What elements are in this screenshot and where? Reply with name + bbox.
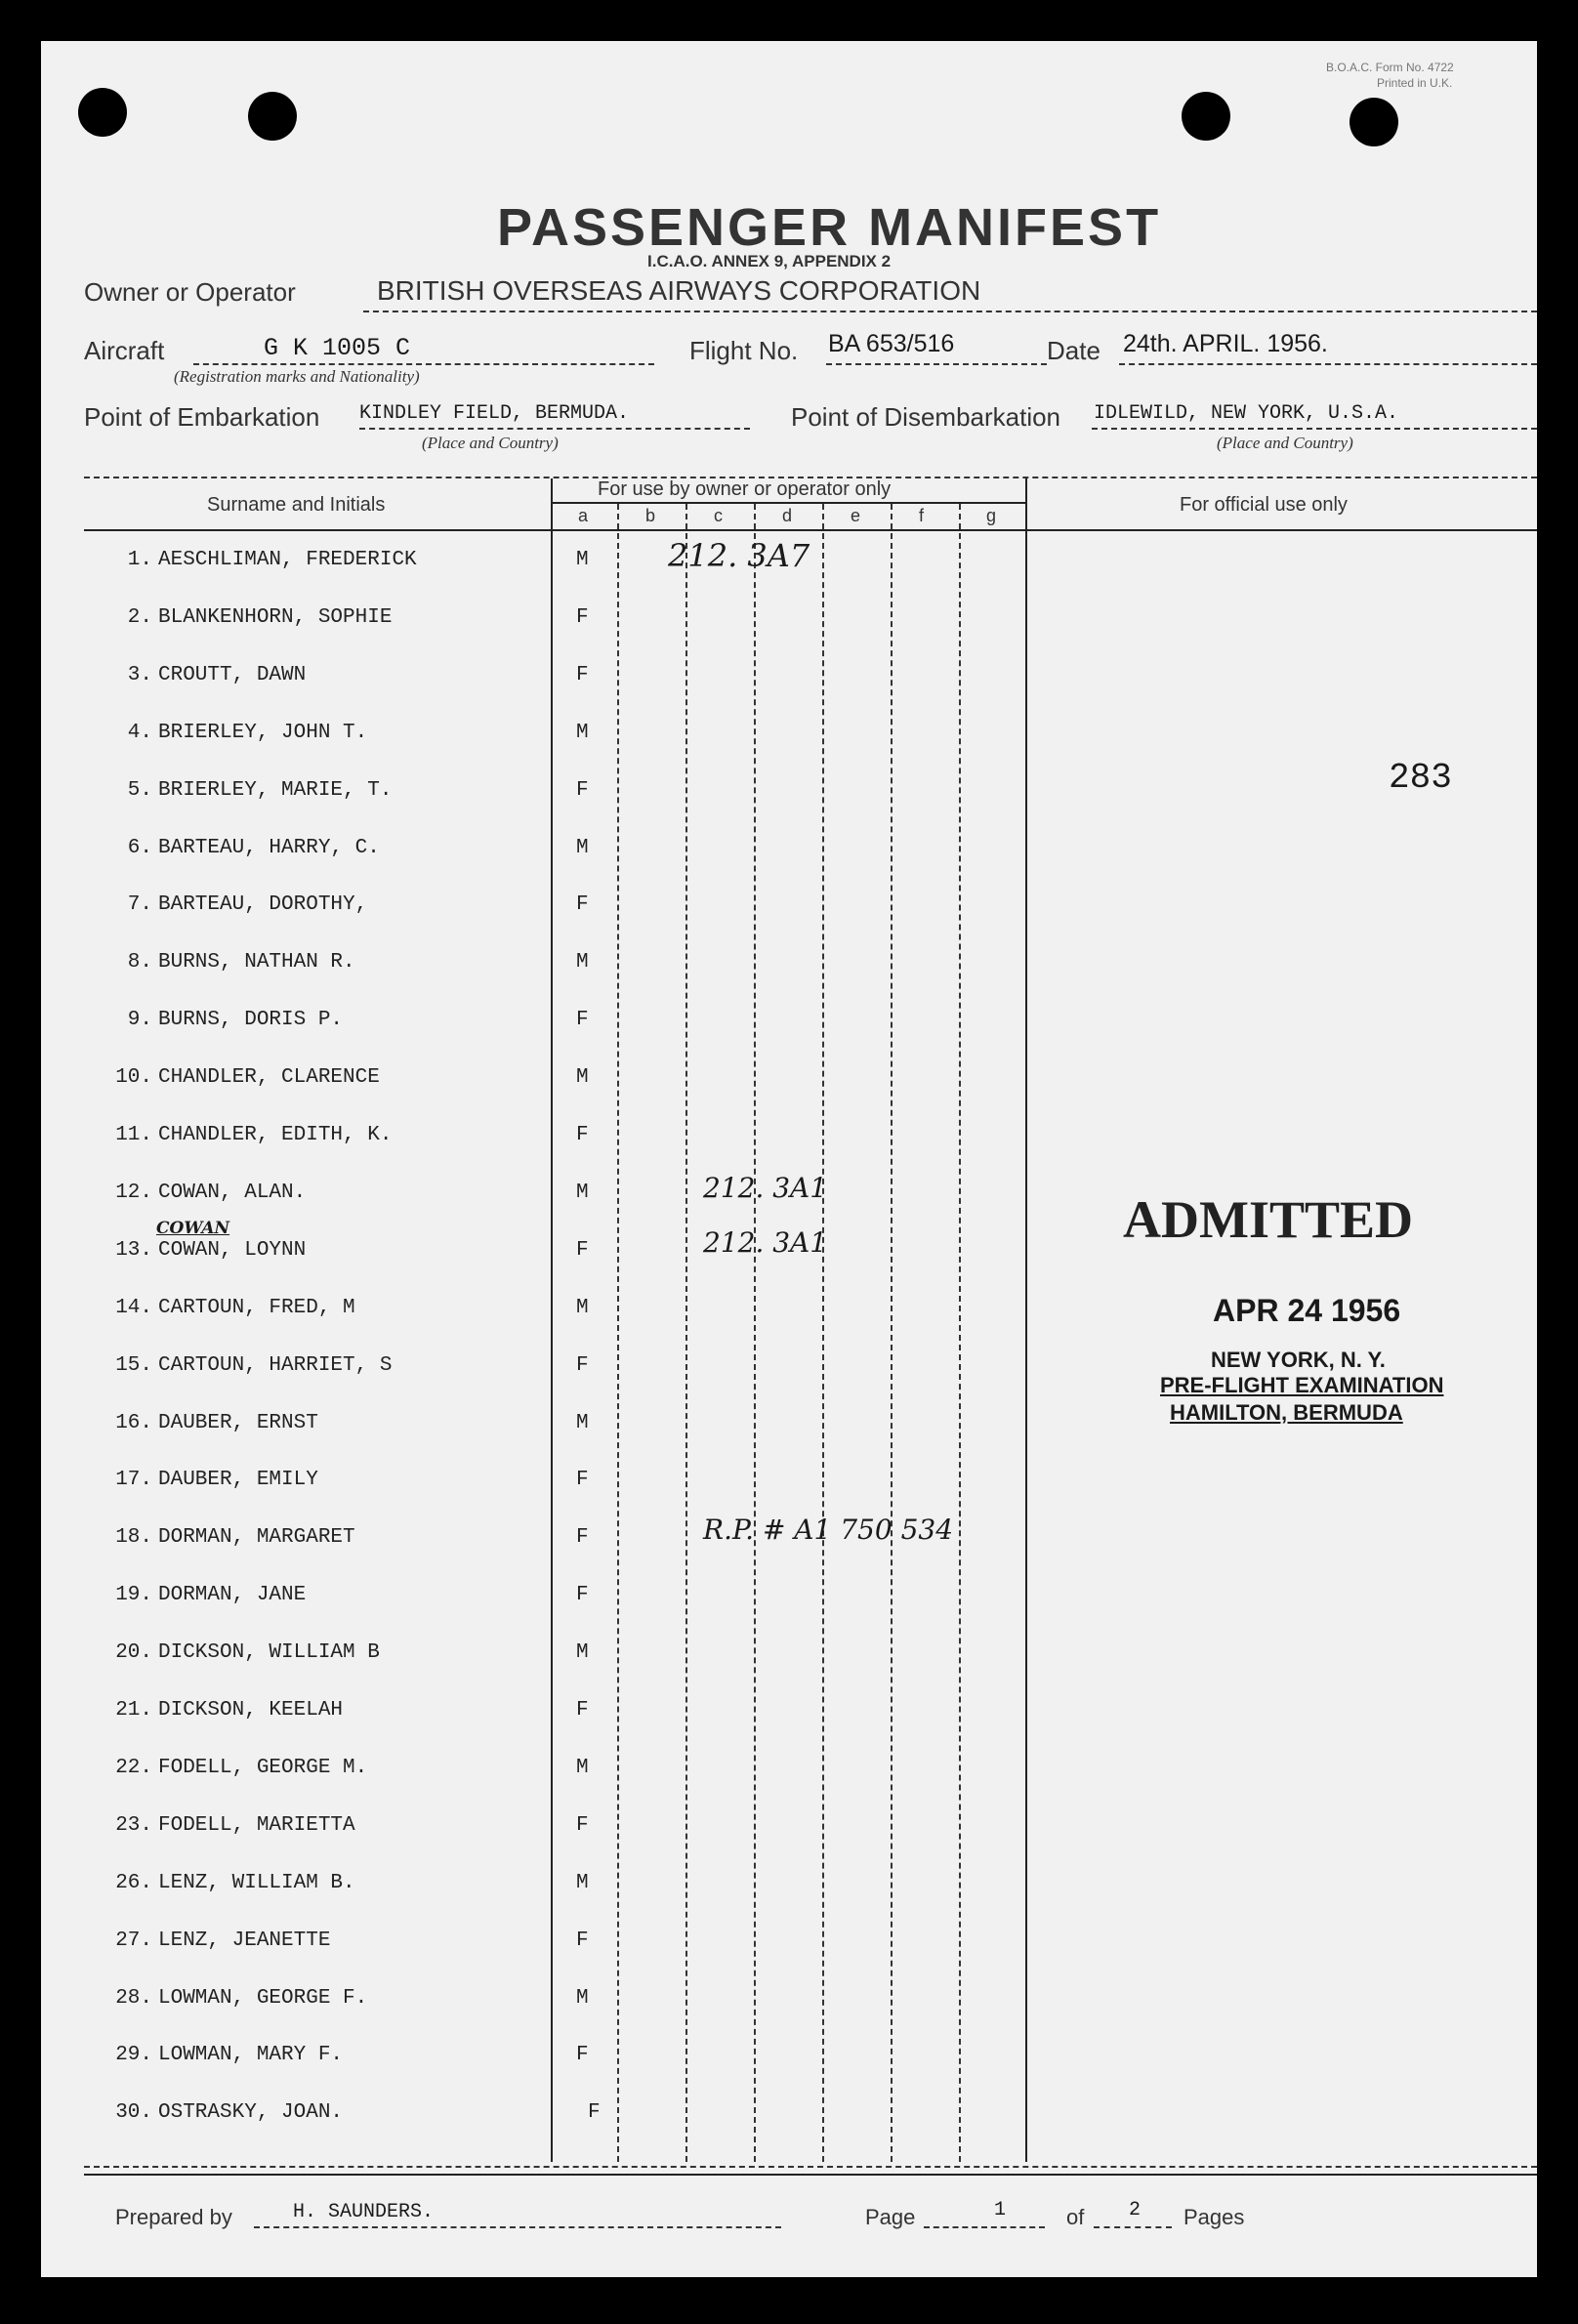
passenger-number: 10.	[115, 1066, 152, 1090]
passenger-name: LOWMAN, MARY F.	[158, 2044, 344, 2067]
passenger-number: 29.	[115, 2044, 152, 2067]
sub-column-label: f	[919, 506, 925, 525]
punch-hole	[1350, 98, 1398, 146]
disembarkation-label: Point of Disembarkation	[791, 402, 1061, 432]
sub-column-rule	[617, 504, 619, 2162]
col-official-header: For official use only	[1180, 494, 1348, 516]
aircraft-underline	[193, 363, 654, 365]
passenger-number: 4.	[127, 721, 152, 744]
passenger-name: BLANKENHORN, SOPHIE	[158, 605, 393, 629]
passenger-number: 6.	[127, 836, 152, 859]
date-label: Date	[1047, 336, 1100, 365]
embarkation-caption: (Place and Country)	[422, 434, 559, 452]
passenger-number: 11.	[115, 1124, 152, 1146]
punch-hole	[78, 88, 127, 137]
passenger-sex: F	[576, 1353, 589, 1377]
passenger-sex: M	[576, 721, 589, 744]
passenger-number: 28.	[115, 1986, 152, 2010]
passenger-sex: F	[576, 1009, 589, 1032]
passenger-name: FODELL, MARIETTA	[158, 1813, 355, 1837]
page-title: PASSENGER MANIFEST	[497, 198, 1162, 257]
pages-label: Pages	[1184, 2205, 1245, 2229]
admitted-stamp-city: NEW YORK, N. Y.	[1211, 1348, 1386, 1372]
passenger-number: 18.	[115, 1526, 152, 1550]
passenger-sex: F	[576, 1124, 589, 1146]
passenger-sex: F	[576, 2044, 589, 2067]
disembarkation-caption: (Place and Country)	[1217, 434, 1353, 452]
col-name-header: Surname and Initials	[207, 494, 386, 516]
passenger-name: DORMAN, MARGARET	[158, 1526, 355, 1550]
passenger-name: BARTEAU, DOROTHY,	[158, 893, 368, 917]
embarkation-label: Point of Embarkation	[84, 402, 320, 432]
admitted-stamp-word: ADMITTED	[1123, 1190, 1414, 1249]
embarkation-underline	[359, 428, 750, 430]
aircraft-caption: (Registration marks and Nationality)	[174, 367, 420, 386]
page-label: Page	[865, 2205, 916, 2229]
sub-column-rule	[891, 504, 893, 2162]
passenger-name: COWAN, LOYNN	[158, 1238, 307, 1262]
disembarkation-value: IDLEWILD, NEW YORK, U.S.A.	[1094, 402, 1399, 425]
passenger-name: DICKSON, KEELAH	[158, 1699, 344, 1722]
footer-top-rule	[84, 2166, 1537, 2168]
flight-label: Flight No.	[689, 336, 799, 365]
passenger-number: 9.	[127, 1009, 152, 1032]
passenger-number: 3.	[127, 663, 152, 686]
passenger-name: BARTEAU, HARRY, C.	[158, 836, 380, 859]
passenger-name: FODELL, GEORGE M.	[158, 1756, 368, 1779]
passenger-name: BURNS, DORIS P.	[158, 1009, 344, 1032]
passenger-name: CHANDLER, CLARENCE	[158, 1066, 380, 1090]
handwritten-code-row13: 212. 3A1	[703, 1226, 828, 1259]
of-label: of	[1066, 2205, 1085, 2229]
passenger-name: DICKSON, WILLIAM B	[158, 1641, 380, 1665]
sub-column-label: e	[851, 506, 861, 525]
passenger-number: 1.	[127, 549, 152, 571]
sub-column-rule	[754, 504, 756, 2162]
passenger-sex: F	[576, 1699, 589, 1722]
manifest-sheet	[41, 41, 1537, 2277]
page-subtitle: I.C.A.O. ANNEX 9, APPENDIX 2	[647, 252, 892, 270]
passenger-number: 17.	[115, 1469, 152, 1492]
sub-column-label: a	[578, 506, 589, 525]
passenger-sex: F	[576, 1238, 589, 1262]
embarkation-value: KINDLEY FIELD, BERMUDA.	[359, 402, 630, 425]
flight-underline	[826, 363, 1047, 365]
passenger-number: 13.	[115, 1238, 152, 1262]
page-underline	[924, 2226, 1045, 2228]
passenger-name: DAUBER, EMILY	[158, 1469, 318, 1492]
passenger-number: 15.	[115, 1353, 152, 1377]
disembarkation-underline	[1092, 428, 1537, 430]
passenger-name: CHANDLER, EDITH, K.	[158, 1124, 393, 1146]
passenger-number: 20.	[115, 1641, 152, 1665]
passenger-sex: M	[576, 951, 589, 975]
page-value: 1	[994, 2199, 1007, 2221]
form-printed: Printed in U.K.	[1377, 76, 1453, 90]
passenger-sex: M	[576, 1296, 589, 1319]
column-rule	[1025, 478, 1027, 2162]
passenger-sex: F	[576, 1526, 589, 1550]
passenger-number: 21.	[115, 1699, 152, 1722]
passenger-sex: M	[576, 549, 589, 571]
separator	[363, 311, 1537, 312]
date-value: 24th. APRIL. 1956.	[1123, 330, 1328, 357]
passenger-number: 19.	[115, 1584, 152, 1607]
sub-column-rule	[822, 504, 824, 2162]
passenger-sex: F	[576, 663, 589, 686]
punch-hole	[1182, 92, 1230, 141]
date-underline	[1119, 363, 1537, 365]
header-bottom-rule	[84, 529, 1537, 531]
passenger-name: CARTOUN, FRED, M	[158, 1296, 355, 1319]
passenger-name: CROUTT, DAWN	[158, 663, 307, 686]
operator-header-rule	[553, 502, 1025, 504]
passenger-sex: M	[576, 1756, 589, 1779]
aircraft-value: G K 1005 C	[264, 334, 411, 362]
sub-column-rule	[959, 504, 961, 2162]
passenger-number: 27.	[115, 1929, 152, 1952]
passenger-sex: F	[576, 1813, 589, 1837]
passenger-number: 5.	[127, 778, 152, 802]
of-value: 2	[1129, 2199, 1142, 2221]
passenger-number: 22.	[115, 1756, 152, 1779]
passenger-sex: M	[576, 1986, 589, 2010]
sub-column-label: c	[714, 506, 723, 525]
passenger-sex: M	[576, 1641, 589, 1665]
passenger-sex: M	[576, 1871, 589, 1894]
handwritten-code-row1: 212. 3A7	[668, 537, 810, 574]
punch-hole	[248, 92, 297, 141]
passenger-name: BRIERLEY, JOHN T.	[158, 721, 368, 744]
passenger-number: 8.	[127, 951, 152, 975]
sub-column-label: b	[645, 506, 656, 525]
passenger-sex: F	[576, 778, 589, 802]
passenger-name: CARTOUN, HARRIET, S	[158, 1353, 393, 1377]
prepared-by-underline	[254, 2226, 781, 2228]
sub-column-label: d	[782, 506, 793, 525]
handwritten-code-row12: 212. 3A1	[703, 1172, 828, 1204]
handwritten-permit-row18: R.P. # A1 750 534	[703, 1514, 954, 1546]
flight-value: BA 653/516	[828, 330, 955, 357]
passenger-number: 30.	[115, 2101, 152, 2125]
prepared-by-label: Prepared by	[115, 2205, 232, 2229]
passenger-sex: M	[576, 836, 589, 859]
passenger-number: 2.	[127, 605, 152, 629]
passenger-sex: F	[576, 1469, 589, 1492]
form-code: B.O.A.C. Form No. 4722	[1326, 61, 1454, 74]
passenger-name: DAUBER, ERNST	[158, 1411, 318, 1434]
passenger-sex: F	[576, 1584, 589, 1607]
sub-column-label: g	[986, 506, 997, 525]
passenger-sex: M	[576, 1066, 589, 1090]
of-underline	[1094, 2226, 1172, 2228]
passenger-name: AESCHLIMAN, FREDERICK	[158, 549, 417, 571]
footer-rule	[84, 2174, 1537, 2176]
admitted-stamp-date: APR 24 1956	[1213, 1293, 1401, 1328]
owner-value: BRITISH OVERSEAS AIRWAYS CORPORATION	[377, 275, 981, 306]
passenger-sex: F	[576, 893, 589, 917]
passenger-name: DORMAN, JANE	[158, 1584, 307, 1607]
passenger-number: 14.	[115, 1296, 152, 1319]
aircraft-label: Aircraft	[84, 336, 165, 365]
col-operator-header: For use by owner or operator only	[598, 478, 892, 500]
prepared-by-value: H. SAUNDERS.	[293, 2201, 435, 2223]
handwritten-correction-row13: COWAN	[156, 1219, 230, 1238]
page-number-stamp: 283	[1389, 758, 1452, 798]
passenger-sex: M	[576, 1411, 589, 1434]
passenger-sex: F	[588, 2101, 601, 2125]
passenger-number: 7.	[127, 893, 152, 917]
passenger-number: 23.	[115, 1813, 152, 1837]
passenger-number: 26.	[115, 1871, 152, 1894]
passenger-name: LENZ, JEANETTE	[158, 1929, 331, 1952]
passenger-name: COWAN, ALAN.	[158, 1181, 307, 1204]
passenger-name: LOWMAN, GEORGE F.	[158, 1986, 368, 2010]
passenger-name: BRIERLEY, MARIE, T.	[158, 778, 393, 802]
passenger-name: BURNS, NATHAN R.	[158, 951, 355, 975]
column-rule	[551, 478, 553, 2162]
passenger-number: 12.	[115, 1181, 152, 1204]
admitted-stamp-location: HAMILTON, BERMUDA	[1170, 1400, 1403, 1425]
passenger-sex: M	[576, 1181, 589, 1204]
passenger-sex: F	[576, 1929, 589, 1952]
sub-column-rule	[685, 504, 687, 2162]
passenger-number: 16.	[115, 1411, 152, 1434]
owner-label: Owner or Operator	[84, 277, 296, 307]
passenger-name: LENZ, WILLIAM B.	[158, 1871, 355, 1894]
admitted-stamp-exam: PRE-FLIGHT EXAMINATION	[1160, 1373, 1444, 1397]
passenger-sex: F	[576, 605, 589, 629]
passenger-name: OSTRASKY, JOAN.	[158, 2101, 344, 2125]
